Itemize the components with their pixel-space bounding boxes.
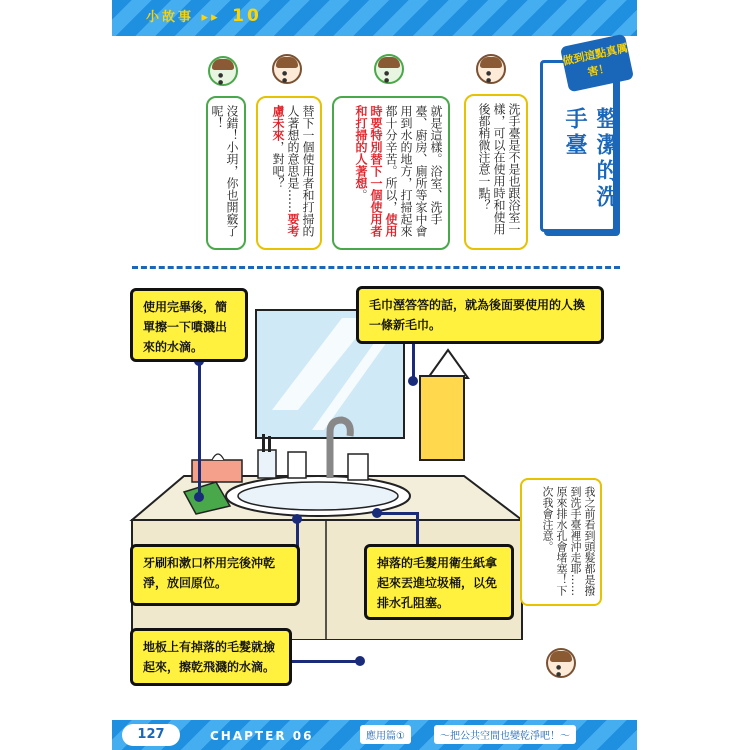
section-divider [132, 266, 620, 269]
water-glass [288, 452, 306, 478]
girl-avatar: ● ● [476, 54, 506, 84]
callout-hair: 掉落的毛髮用衛生紙拿起來丟進垃圾桶，以免排水孔阻塞。 [364, 544, 514, 620]
boy-avatar: ● ● [208, 56, 238, 86]
leader-dot [355, 656, 365, 666]
girl-avatar: ● ● [272, 54, 302, 84]
book-page [112, 0, 637, 750]
dialogue-text-2-red: 使用時要特別替下一個使用者和打掃的人著想 [354, 105, 398, 237]
leader-dot [372, 508, 382, 518]
dialogue-bubble-3 [256, 96, 322, 250]
side-note-text: 我之前看到頭髮都是撥到洗手臺裡沖走耶……原來排水孔會堵塞！下次我會注意。 [541, 486, 596, 596]
dialogue-text-1: 洗手臺是不是也跟浴室一樣，可以在使用時和使用後都稍微注意一點？ [477, 103, 521, 235]
toothbrush-cup [258, 450, 276, 478]
leader-dot [408, 376, 418, 386]
dialogue-text-2b: 。 [354, 189, 368, 201]
side-note-bubble [520, 478, 602, 606]
leader-line [416, 512, 419, 544]
page-number: 127 [122, 724, 180, 746]
towel-ring [428, 350, 468, 378]
chapter-subtitle: ～把公共空間也變乾淨吧！～ [434, 725, 576, 744]
dialogue-text-3b: ，對吧？ [271, 141, 285, 189]
callout-wipe: 使用完畢後，簡單擦一下噴濺出來的水滴。 [130, 288, 248, 362]
dialogue-text-3a: 替下一個使用者和打掃的人著想的意思是…… [286, 105, 315, 237]
towel [420, 376, 464, 460]
dialogue-bubble-2 [332, 96, 450, 250]
dialogue-text-4: 沒錯！小玥，你也開竅了呢！ [210, 105, 239, 237]
header-label-text: 小故事 [146, 10, 195, 25]
praise-badge: 做到這點真厲害！ [560, 34, 634, 93]
callout-towel: 毛巾溼答答的話，就為後面要使用的人換一條新毛巾。 [356, 286, 604, 344]
girl-avatar: ● ● [546, 648, 576, 678]
header-label: 小故事 ▸▸ 10 [146, 6, 262, 26]
dialogue-text-2a: 就是這樣。浴室、洗手臺、廚房、廁所等家中會用到水的地方，打掃起來都十分辛苦。所以， [384, 105, 443, 237]
callout-toothbrush: 牙刷和漱口杯用完後沖乾淨，放回原位。 [130, 544, 300, 606]
callout-floor: 地板上有掉落的毛髮就撿起來，擦乾飛濺的水滴。 [130, 628, 292, 686]
water-glass [348, 454, 368, 480]
section-title: 整潔的洗手臺 [562, 107, 618, 211]
leader-line [376, 512, 416, 515]
boy-avatar: ● ● [374, 54, 404, 84]
dialogue-text-3-red: 要考慮未來 [271, 105, 300, 237]
leader-line [198, 362, 201, 500]
section-label: 應用篇① [360, 725, 411, 744]
chapter-label: CHAPTER 06 [210, 729, 314, 743]
header-number: 10 [232, 6, 262, 26]
footer-bar [112, 720, 637, 750]
dialogue-bubble-4 [206, 96, 246, 250]
leader-dot [292, 514, 302, 524]
leader-dot [194, 492, 204, 502]
leader-line [280, 660, 360, 663]
dialogue-bubble-1 [464, 94, 528, 250]
header-bar [112, 0, 637, 36]
